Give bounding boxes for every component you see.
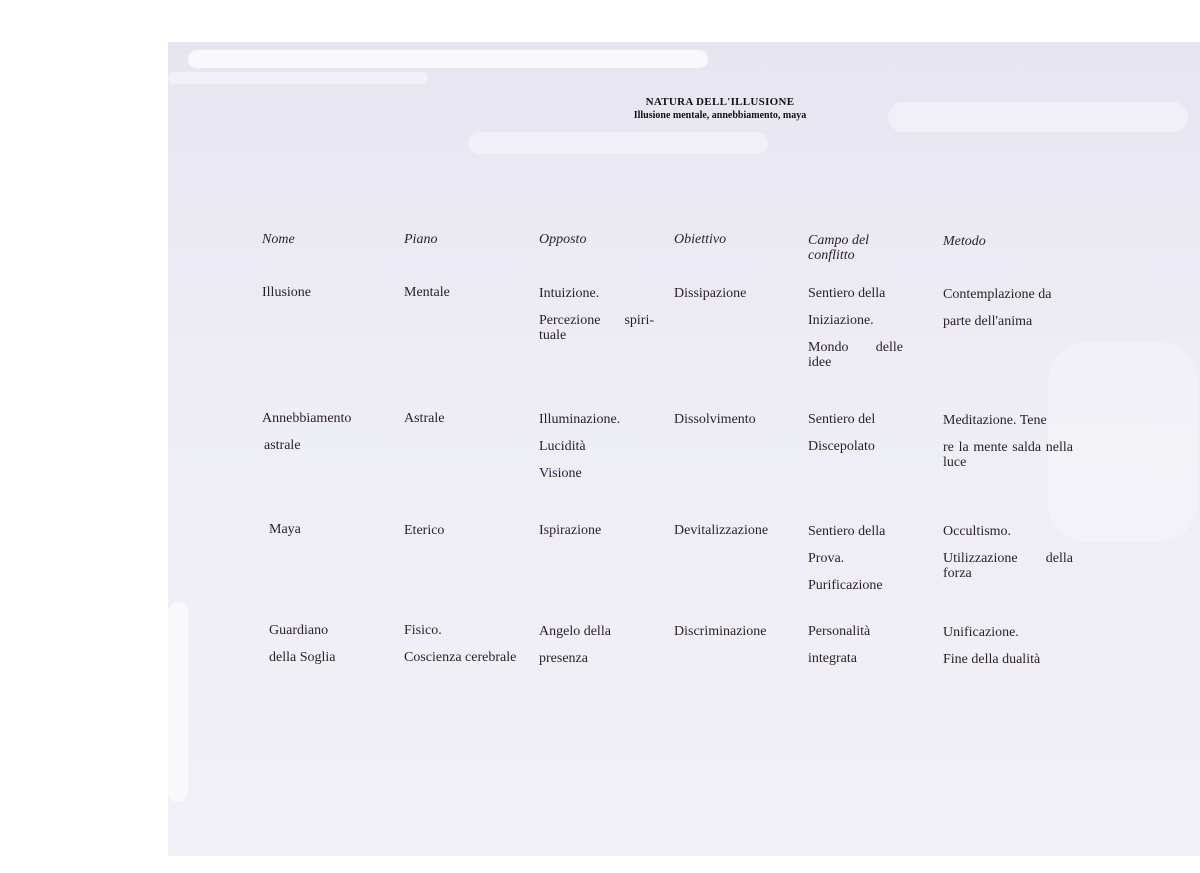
row-annebbiamento-campo	[808, 412, 903, 454]
cell-line: Contemplazione da	[943, 287, 1052, 302]
cell-line: Guardiano	[269, 623, 329, 638]
cell-line: Sentiero della	[808, 524, 886, 539]
row-annebbiamento-nome	[262, 411, 392, 453]
cell-line: Sentiero della	[808, 286, 886, 301]
row-illusione-obiettivo	[674, 286, 799, 301]
row-annebbiamento-opposto	[539, 412, 654, 481]
cell-line: astrale	[264, 438, 301, 453]
cell-line: Sentiero del	[808, 412, 876, 427]
cell-line: Astrale	[404, 411, 445, 426]
row-guardiano-opposto	[539, 624, 654, 666]
cell-line: Lucidità	[539, 439, 586, 454]
cell-line: presenza	[539, 651, 588, 666]
cell-line: Percezione spiri-tuale	[539, 313, 654, 343]
row-guardiano-metodo	[943, 625, 1073, 667]
row-annebbiamento-metodo	[943, 413, 1073, 470]
cell-line: Prova.	[808, 551, 845, 566]
document-title: NATURA DELL'ILLUSIONE	[645, 96, 795, 108]
row-maya-nome	[262, 522, 392, 537]
row-illusione-opposto	[539, 286, 654, 343]
scan-streak	[888, 102, 1188, 132]
row-maya-piano	[404, 523, 524, 538]
row-illusione-campo	[808, 286, 903, 370]
cell-line: Devitalizzazione	[674, 523, 769, 538]
cell-line: Illuminazione.	[539, 412, 621, 427]
scan-streak	[468, 132, 768, 154]
row-guardiano-campo	[808, 624, 903, 666]
header-piano: Piano	[404, 232, 438, 247]
header-obiettivo: Obiettivo	[674, 232, 727, 247]
header-metodo: Metodo	[943, 234, 986, 249]
row-guardiano-piano	[404, 623, 524, 665]
row-illusione-metodo	[943, 287, 1073, 329]
cell-line: Dissipazione	[674, 286, 747, 301]
header-campo-del-conflitto: Campo del conflitto	[808, 233, 870, 263]
row-annebbiamento-piano	[404, 411, 524, 426]
cell-line: Meditazione. Tene	[943, 413, 1047, 428]
cell-line: Unificazione.	[943, 625, 1019, 640]
cell-line: parte dell'anima	[943, 314, 1033, 329]
cell-line: Purificazione	[808, 578, 883, 593]
cell-line: Mondo delle idee	[808, 340, 903, 370]
row-guardiano-nome	[262, 623, 392, 665]
cell-line: Discriminazione	[674, 624, 767, 639]
cell-line: integrata	[808, 651, 857, 666]
cell-line: Coscienza cerebrale	[404, 650, 517, 665]
row-maya-obiettivo	[674, 523, 799, 538]
cell-line: Maya	[269, 522, 301, 537]
cell-line: re la mente salda nella luce	[943, 440, 1073, 470]
cell-line: Fine della dualità	[943, 652, 1041, 667]
row-illusione-nome	[262, 285, 392, 300]
cell-line: Occultismo.	[943, 524, 1012, 539]
scan-streak	[168, 602, 188, 802]
cell-line: Ispirazione	[539, 523, 602, 538]
document-heading	[520, 95, 920, 122]
cell-line: Angelo della	[539, 624, 611, 639]
cell-line: Personalità	[808, 624, 871, 639]
row-maya-opposto	[539, 523, 654, 538]
cell-line: Mentale	[404, 285, 450, 300]
row-guardiano-obiettivo	[674, 624, 799, 639]
cell-line: Fisico.	[404, 623, 442, 638]
cell-line: Visione	[539, 466, 582, 481]
row-maya-campo	[808, 524, 903, 593]
row-maya-metodo	[943, 524, 1073, 581]
cell-line: Eterico	[404, 523, 445, 538]
header-nome: Nome	[262, 232, 295, 247]
row-illusione-piano	[404, 285, 524, 300]
cell-line: Iniziazione.	[808, 313, 874, 328]
scan-streak	[168, 72, 428, 84]
cell-line: Discepolato	[808, 439, 875, 454]
scan-streak	[188, 50, 708, 68]
cell-line: Dissolvimento	[674, 412, 756, 427]
row-annebbiamento-obiettivo	[674, 412, 799, 427]
document-subtitle: Illusione mentale, annebbiamento, maya	[633, 110, 807, 121]
cell-line: Annebbiamento	[262, 411, 352, 426]
cell-line: Utilizzazione della forza	[943, 551, 1073, 581]
cell-line: Illusione	[262, 285, 311, 300]
header-opposto: Opposto	[539, 232, 587, 247]
cell-line: della Soglia	[269, 650, 336, 665]
cell-line: Intuizione.	[539, 286, 600, 301]
